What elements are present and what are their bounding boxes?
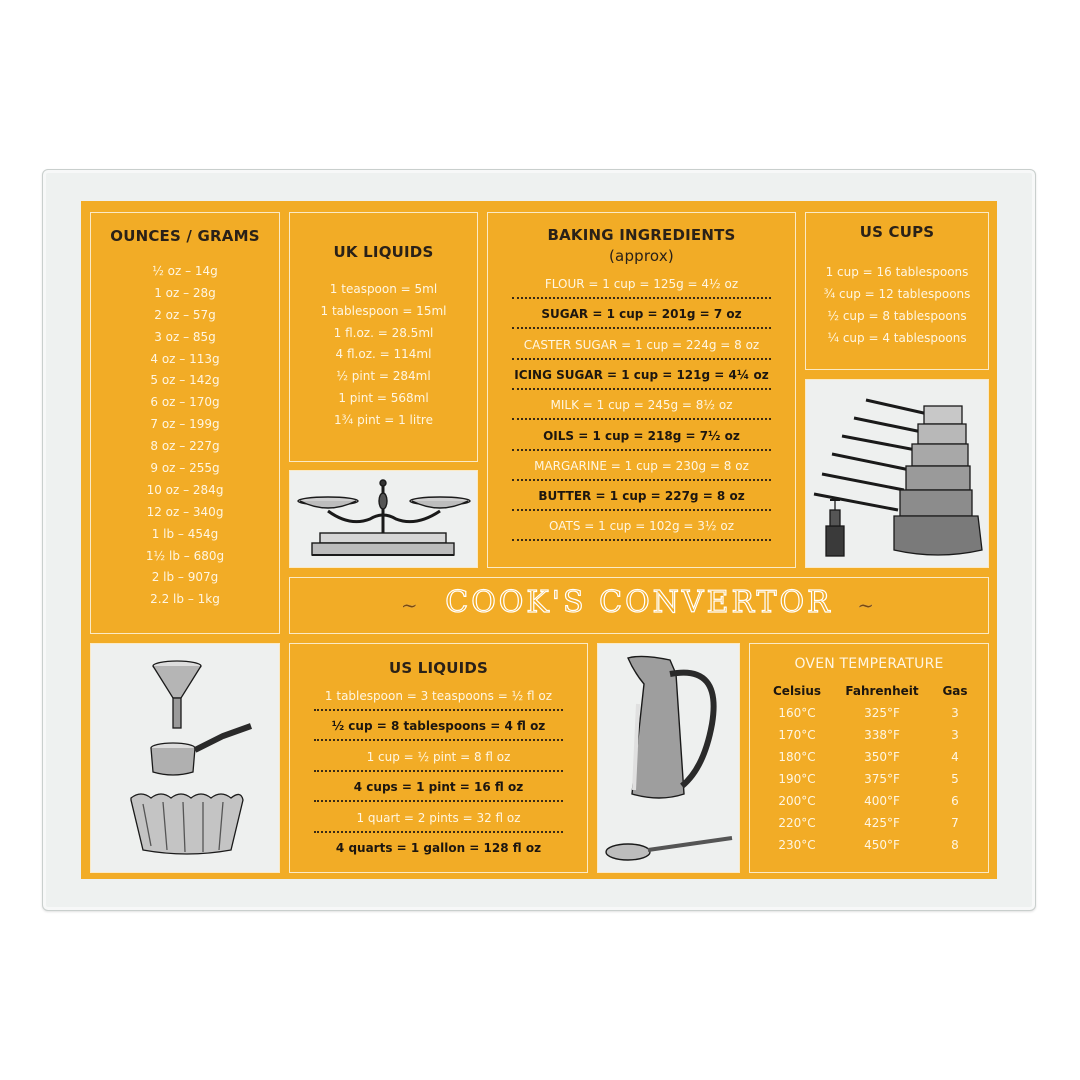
oven-temperature-cell: 375°F	[864, 772, 900, 786]
baking-ingredients-panel	[487, 212, 796, 568]
left-tilde-ornament: ~	[400, 593, 421, 617]
ounces-grams-item: 1 oz – 28g	[154, 285, 216, 300]
uk-liquids-item: 1 fl.oz. = 28.5ml	[333, 325, 434, 340]
us-cups-item: ¾ cup = 12 tablespoons	[823, 287, 971, 301]
oven-temperature-cell: 190°C	[778, 772, 816, 786]
ounces-grams-item: 10 oz – 284g	[146, 482, 224, 497]
uk-liquids-title: UK LIQUIDS	[333, 243, 434, 261]
dotted-divider	[512, 327, 771, 329]
us-cups-item: ¼ cup = 4 tablespoons	[827, 331, 967, 345]
ounces-grams-item: 2 oz – 57g	[154, 307, 216, 322]
spoon-icon	[606, 838, 732, 860]
ounces-grams-item: 4 oz – 113g	[150, 351, 220, 366]
banner-title: COOK'S CONVERTOR	[445, 585, 833, 620]
oven-temperature-cell: 170°C	[778, 728, 816, 742]
ounces-grams-item: 8 oz – 227g	[150, 439, 220, 454]
us-cups-title: US CUPS	[859, 223, 935, 241]
oven-column-header: Gas	[942, 684, 968, 698]
oven-temperature-cell: 4	[951, 750, 959, 764]
us-liquids-row: 4 cups = 1 pint = 16 fl oz	[353, 780, 524, 795]
oven-temperature-cell: 350°F	[864, 750, 900, 764]
uk-liquids-item: ½ pint = 284ml	[336, 369, 431, 384]
oven-temperature-cell: 7	[951, 816, 959, 830]
oven-temperature-cell: 338°F	[864, 728, 900, 742]
ounces-grams-item: 7 oz – 199g	[150, 417, 220, 432]
uk-liquids-item: 1 tablespoon = 15ml	[320, 303, 447, 318]
us-liquids-panel	[289, 643, 588, 873]
baking-ingredient-row: MARGARINE = 1 cup = 230g = 8 oz	[534, 458, 749, 473]
oven-temperature-cell: 8	[951, 838, 959, 852]
dotted-divider	[512, 449, 771, 451]
ounces-grams-item: 2 lb – 907g	[151, 570, 219, 585]
us-cups-item: 1 cup = 16 tablespoons	[825, 265, 969, 279]
dotted-divider	[512, 509, 771, 511]
oven-temperature-cell: 425°F	[864, 816, 900, 830]
baking-ingredient-row: CASTER SUGAR = 1 cup = 224g = 8 oz	[523, 337, 760, 352]
oven-temperature-cell: 325°F	[864, 706, 900, 720]
us-liquids-row: 1 cup = ½ pint = 8 fl oz	[366, 749, 511, 764]
uk-liquids-item: 1¾ pint = 1 litre	[334, 412, 433, 427]
dotted-divider	[314, 709, 563, 711]
uk-liquids-list	[290, 279, 477, 432]
dotted-divider	[512, 358, 771, 360]
ounces-grams-list	[91, 261, 279, 611]
dotted-divider	[314, 800, 563, 802]
ounces-grams-item: 5 oz – 142g	[150, 373, 220, 388]
funnel-pan-tart-icons	[91, 644, 279, 872]
oven-temperature-title: OVEN TEMPERATURE	[794, 656, 944, 672]
baking-ingredient-row: BUTTER = 1 cup = 227g = 8 oz	[538, 489, 745, 504]
ounces-grams-item: 9 oz – 255g	[150, 461, 220, 476]
baking-ingredient-row: OATS = 1 cup = 102g = 3½ oz	[548, 519, 735, 534]
baking-ingredient-row: ICING SUGAR = 1 cup = 121g = 4¼ oz	[514, 367, 769, 382]
baking-ingredient-row: MILK = 1 cup = 245g = 8½ oz	[550, 398, 733, 413]
us-cups-panel	[805, 212, 989, 370]
cooks-convertor-banner	[289, 577, 989, 634]
dotted-divider	[314, 739, 563, 741]
ounces-grams-item: 1 lb – 454g	[151, 526, 219, 541]
oven-temperature-cell: 6	[951, 794, 959, 808]
jug-illustration-panel	[597, 643, 740, 873]
oven-temperature-cell: 160°C	[778, 706, 816, 720]
banner-title-wrap	[290, 585, 988, 620]
us-liquids-row: ½ cup = 8 tablespoons = 4 fl oz	[331, 719, 546, 734]
baking-ingredient-row: OILS = 1 cup = 218g = 7½ oz	[543, 428, 740, 443]
ounces-grams-item: 2.2 lb – 1kg	[150, 592, 220, 607]
measuring-pan-icon	[151, 726, 251, 775]
oven-temperature-cell: 3	[951, 728, 959, 742]
baking-ingredient-row: FLOUR = 1 cup = 125g = 4½ oz	[544, 277, 739, 291]
ounces-grams-item: 3 oz – 85g	[154, 329, 216, 344]
us-cups-list	[806, 261, 988, 349]
us-liquids-row: 4 quarts = 1 gallon = 128 fl oz	[335, 841, 542, 855]
right-tilde-ornament: ~	[857, 593, 878, 617]
uk-liquids-item: 4 fl.oz. = 114ml	[335, 347, 432, 362]
ounces-grams-item: ½ oz – 14g	[152, 264, 218, 278]
dotted-divider	[512, 418, 771, 420]
ounces-grams-panel	[90, 212, 280, 634]
funnel-icon	[153, 661, 201, 728]
oven-temperature-cell: 3	[951, 706, 959, 720]
oven-temperature-panel	[749, 643, 989, 873]
us-liquids-row: 1 quart = 2 pints = 32 fl oz	[356, 810, 521, 825]
dotted-divider	[512, 388, 771, 390]
oven-column-header: Celsius	[773, 684, 821, 698]
baking-ingredient-row: SUGAR = 1 cup = 201g = 7 oz	[541, 307, 742, 322]
dotted-divider	[314, 831, 563, 833]
uk-liquids-item: 1 pint = 568ml	[338, 390, 429, 405]
balance-scale-icon	[290, 471, 477, 567]
tart-tin-icon	[131, 794, 243, 854]
dotted-divider	[512, 479, 771, 481]
oven-temperature-cell: 400°F	[864, 794, 900, 808]
oven-column-header: Fahrenheit	[845, 684, 919, 698]
ounces-grams-title: OUNCES / GRAMS	[110, 227, 260, 245]
oven-temperature-cell: 450°F	[864, 838, 900, 852]
ounces-grams-item: 12 oz – 340g	[146, 504, 224, 519]
uk-liquids-item: 1 teaspoon = 5ml	[329, 282, 438, 296]
us-cups-item: ½ cup = 8 tablespoons	[827, 309, 967, 323]
uk-liquids-panel	[289, 212, 478, 462]
dotted-divider	[512, 297, 771, 299]
baking-ingredients-subtitle: (approx)	[609, 247, 674, 265]
jug-icon	[598, 644, 739, 872]
oven-temperature-cell: 180°C	[778, 750, 816, 764]
us-liquids-row: 1 tablespoon = 3 teaspoons = ½ fl oz	[324, 689, 553, 703]
saucepans-icon	[806, 380, 988, 567]
oven-temperature-cell: 220°C	[778, 816, 816, 830]
scale-illustration-panel	[289, 470, 478, 568]
ounces-grams-item: 6 oz – 170g	[150, 395, 220, 410]
us-liquids-title: US LIQUIDS	[388, 659, 489, 677]
ounces-grams-item: 1½ lb – 680g	[145, 548, 225, 563]
oven-temperature-cell: 5	[951, 772, 959, 786]
baking-ingredients-title: BAKING INGREDIENTS	[547, 226, 736, 244]
oven-temperature-cell: 200°C	[778, 794, 816, 808]
dotted-divider	[512, 539, 771, 541]
dotted-divider	[314, 770, 563, 772]
kitchenware-illustration-panel	[90, 643, 280, 873]
saucepans-illustration-panel	[805, 379, 989, 568]
oven-temperature-cell: 230°C	[778, 838, 816, 852]
